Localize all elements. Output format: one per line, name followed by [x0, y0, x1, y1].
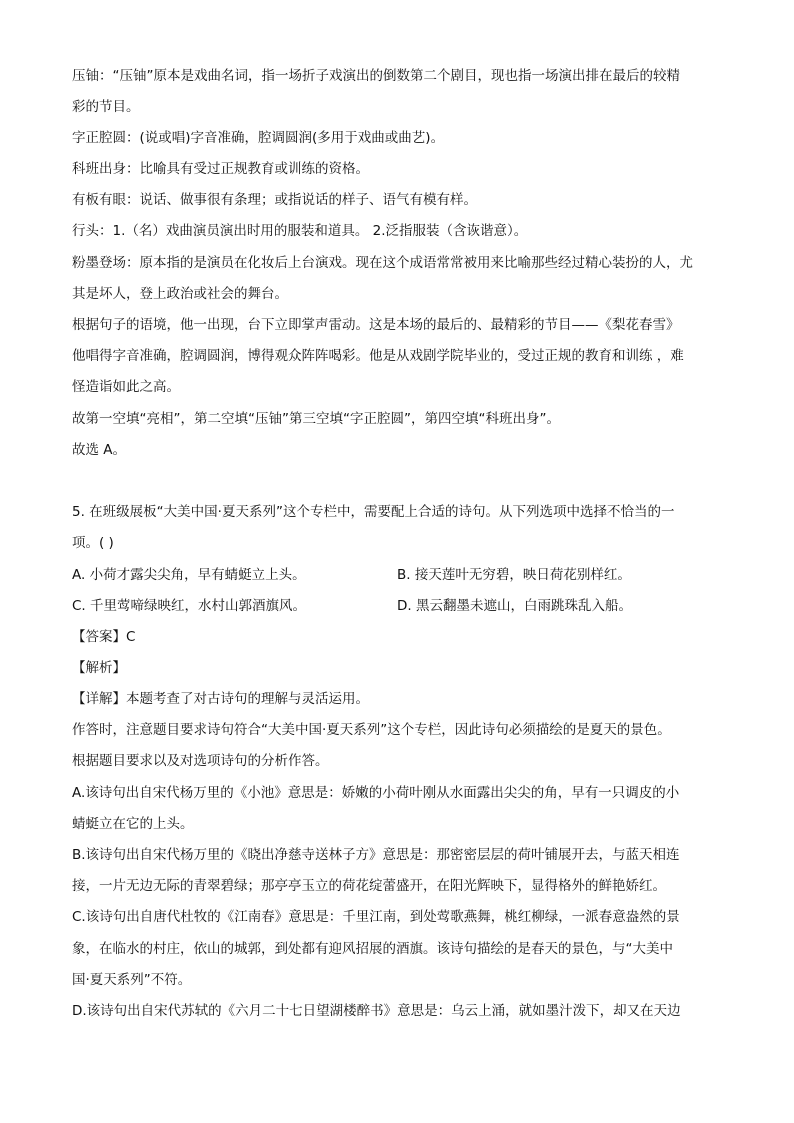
definition-line: 彩的节目。 — [72, 99, 140, 115]
analysis-line: 蜻蜓立在它的上头。 — [72, 816, 194, 832]
question-stem: 5. 在班级展板“大美中国·夏天系列”这个专栏中，需要配上合适的诗句。从下列选项中选择不恰当的一 — [72, 504, 675, 520]
analysis-line: 作答时，注意题目要求诗句符合“大美中国·夏天系列”这个专栏，因此诗句必须描绘的是夏天的景色。 — [72, 722, 671, 738]
option-a: A. 小荷才露尖尖角，早有蜻蜓立上头。 — [72, 567, 306, 583]
explanation-line: 故第一空填“亮相”，第二空填“压铀”第三空填“字正腔圆”，第四空填“科班出身”。 — [72, 411, 560, 427]
analysis-line: 接，一片无边无际的青翠碧绿；那亭亭玉立的荷花绽蕾盛开，在阳光辉映下，显得格外的鲜艳娇红。 — [72, 878, 666, 894]
definition-line: 科班出身：比喻具有受过正规教育或训练的资格。 — [72, 161, 369, 177]
definition-line: 其是坏人，登上政治或社会的舞台。 — [72, 286, 288, 302]
analysis-line: A.该诗句出自宋代杨万里的《小池》意思是：娇嫩的小荷叶刚从水面露出尖尖的角，早有一只调皮的小 — [72, 785, 680, 801]
analysis-line: D.该诗句出自宋代苏轼的《六月二十七日望湖楼醉书》意思是：乌云上涌，就如墨汁泼下，却又在天边 — [72, 1003, 681, 1019]
definition-line: 字正腔圆：(说或唱)字音准确，腔调圆润(多用于戏曲或曲艺)。 — [72, 130, 445, 146]
definition-line: 粉墨登场：原本指的是演员在化妆后上台演戏。现在这个成语常常被用来比喻那些经过精心装扮的人，尤 — [72, 255, 693, 271]
option-c: C. 千里莺啼绿映红，水村山郭酒旗风。 — [72, 598, 307, 614]
conclusion-line: 故选 A。 — [72, 442, 127, 458]
definition-line: 行头：1.（名）戏曲演员演出时用的服装和道具。 2.泛指服装（含诙谐意）。 — [72, 223, 528, 239]
analysis-line: 国·夏天系列”不符。 — [72, 972, 192, 988]
explanation-line: 怪造诣如此之高。 — [72, 379, 180, 395]
analysis-line: B.该诗句出自宋代杨万里的《晓出净慈寺送林子方》意思是：那密密层层的荷叶铺展开去，与蓝天相连 — [72, 847, 680, 863]
answer-label: 【答案】C — [72, 629, 136, 645]
question-stem: 项。( ) — [72, 535, 114, 551]
analysis-line: C.该诗句出自唐代杜牧的《江南春》意思是：千里江南，到处莺歌燕舞，桃红柳绿，一派春意盎然的景 — [72, 909, 680, 925]
analysis-label: 【解析】 — [72, 660, 126, 676]
analysis-line: 【详解】本题考查了对古诗句的理解与灵活运用。 — [72, 691, 369, 707]
definition-line: 压铀：“压铀”原本是戏曲名词，指一场折子戏演出的倒数第二个剧目，现也指一场演出排在最后的较精 — [72, 68, 680, 84]
option-b: B. 接天莲叶无穷碧，映日荷花别样红。 — [397, 567, 631, 583]
analysis-line: 象，在临水的村庄，依山的城郭，到处都有迎风招展的酒旗。该诗句描绘的是春天的景色，与“大美中 — [72, 941, 673, 957]
definition-line: 有板有眼：说话、做事很有条理；或指说话的样子、语气有模有样。 — [72, 192, 477, 208]
explanation-line: 根据句子的语境，他一出现，台下立即掌声雷动。这是本场的最后的、最精彩的节目——《梨花春雪》 — [72, 317, 680, 333]
explanation-line: 他唱得字音准确，腔调圆润，博得观众阵阵喝彩。他是从戏剧学院毕业的，受过正规的教育和训练 ，难 — [72, 348, 684, 364]
analysis-line: 根据题目要求以及对选项诗句的分析作答。 — [72, 753, 329, 769]
option-d: D. 黑云翻墨未遮山，白雨跳珠乱入船。 — [397, 598, 632, 614]
